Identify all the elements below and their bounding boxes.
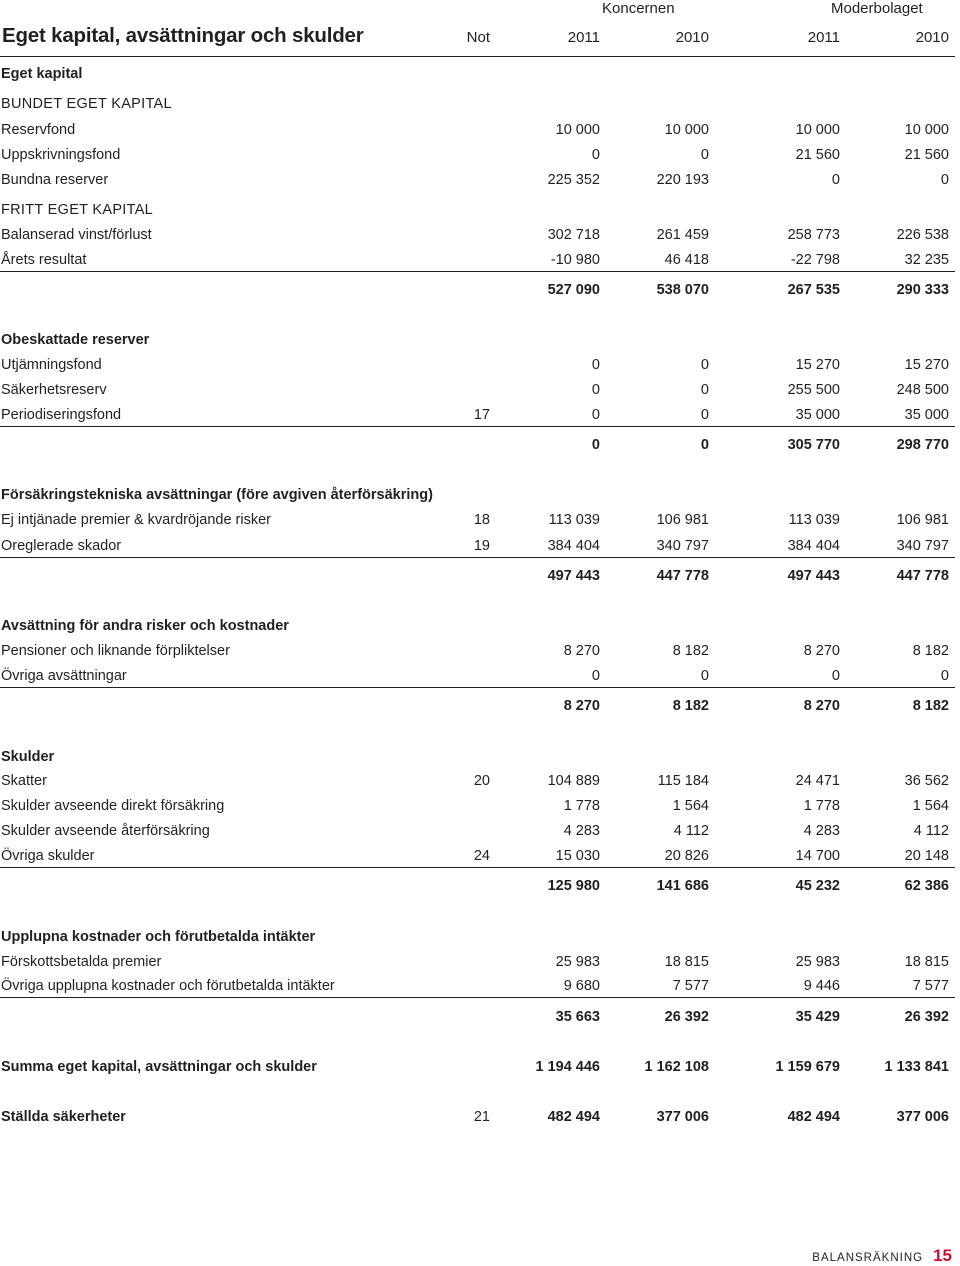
row-label: Utjämningsfond (1, 357, 102, 373)
row-label: Årets resultat (1, 252, 87, 268)
row-label: Skulder (1, 749, 55, 765)
table-row-periodiseringsfond (0, 405, 955, 425)
value-koncernen-2011: 35 663 (555, 1009, 600, 1025)
header-rule (0, 56, 955, 57)
value-moderbolaget-2010: 15 270 (904, 357, 949, 373)
row-label: Övriga upplupna kostnader och förutbetalda intäkter (1, 978, 335, 994)
value-koncernen-2011: 1 778 (563, 798, 600, 814)
value-koncernen-2010: 10 000 (664, 122, 709, 138)
value-moderbolaget-2010: 226 538 (896, 227, 949, 243)
subtotal-rule (0, 867, 955, 868)
value-koncernen-2010: 20 826 (664, 848, 709, 864)
value-moderbolaget-2011: 255 500 (787, 382, 840, 398)
value-moderbolaget-2010: 26 392 (904, 1009, 949, 1025)
value-moderbolaget-2011: 45 232 (795, 878, 840, 894)
value-moderbolaget-2010: 1 564 (912, 798, 949, 814)
section-name: BALANSRÄKNING (812, 1252, 924, 1264)
value-koncernen-2010: 7 577 (672, 978, 709, 994)
value-koncernen-2010: 26 392 (664, 1009, 709, 1025)
value-koncernen-2010: 0 (700, 407, 709, 423)
column-header-not: Not (466, 29, 490, 46)
row-label: Skatter (1, 773, 47, 789)
value-moderbolaget-2010: 298 770 (896, 437, 949, 453)
table-row-ej-intjanade-premier (0, 510, 955, 530)
section-heading-avsattning-andra-risker (0, 616, 955, 636)
value-moderbolaget-2010: 18 815 (904, 954, 949, 970)
table-header-row (0, 22, 955, 52)
table-row-arets-resultat (0, 250, 955, 270)
section-heading-obeskattade-reserver (0, 330, 955, 350)
value-koncernen-2011: 225 352 (547, 172, 600, 188)
table-row-stallda-sakerheter (0, 1107, 955, 1127)
row-label: FRITT EGET KAPITAL (1, 202, 154, 218)
value-koncernen-2010: 4 112 (673, 823, 709, 839)
value-koncernen-2011: 4 283 (563, 823, 600, 839)
value-koncernen-2010: 8 182 (672, 698, 709, 714)
table-row-ovriga-avsattningar (0, 666, 955, 686)
value-koncernen-2010: 18 815 (664, 954, 709, 970)
value-koncernen-2011: 25 983 (555, 954, 600, 970)
value-moderbolaget-2010: 8 182 (912, 643, 949, 659)
value-moderbolaget-2011: 267 535 (787, 282, 840, 298)
value-moderbolaget-2011: 497 443 (787, 568, 840, 584)
value-koncernen-2010: 220 193 (656, 172, 709, 188)
section-heading-eget-kapital (0, 64, 955, 84)
value-koncernen-2010: 141 686 (656, 878, 709, 894)
value-moderbolaget-2010: 7 577 (912, 978, 949, 994)
value-koncernen-2010: 0 (700, 382, 709, 398)
subtotal-rule (0, 271, 955, 272)
total-row-summa (0, 1057, 955, 1077)
value-koncernen-2011: 9 680 (563, 978, 600, 994)
value-koncernen-2010: 261 459 (656, 227, 709, 243)
subheading-fritt-eget-kapital (0, 200, 955, 220)
value-koncernen-2010: 0 (700, 357, 709, 373)
value-koncernen-2010: 8 182 (672, 643, 709, 659)
value-moderbolaget-2010: 377 006 (896, 1109, 949, 1125)
table-row-reservfond (0, 120, 955, 140)
value-koncernen-2010: 106 981 (656, 512, 709, 528)
value-moderbolaget-2010: 36 562 (904, 773, 949, 789)
subtotal-row-forsakringstekniska-avsattningar (0, 566, 955, 586)
subtotal-row-upplupna-kostnader (0, 1007, 955, 1027)
row-label: Ej intjänade premier & kvardröjande risker (1, 512, 271, 528)
note-reference: 21 (473, 1109, 490, 1125)
value-koncernen-2010: 340 797 (656, 538, 709, 554)
value-moderbolaget-2010: 0 (940, 172, 949, 188)
page-footer (812, 1246, 952, 1266)
row-label: Övriga skulder (1, 848, 95, 864)
note-reference: 24 (473, 848, 490, 864)
row-label: Summa eget kapital, avsättningar och skulder (1, 1059, 317, 1075)
row-label: Skulder avseende direkt försäkring (1, 798, 225, 814)
value-koncernen-2011: 8 270 (563, 643, 600, 659)
value-koncernen-2011: -10 980 (550, 252, 600, 268)
page-title: Eget kapital, avsättningar och skulder (2, 24, 364, 47)
value-moderbolaget-2011: 258 773 (787, 227, 840, 243)
value-moderbolaget-2010: 35 000 (904, 407, 949, 423)
subtotal-row-obeskattade-reserver (0, 435, 955, 455)
value-moderbolaget-2011: 25 983 (795, 954, 840, 970)
value-moderbolaget-2010: 248 500 (896, 382, 949, 398)
table-row-ovriga-upplupna-kostnader (0, 976, 955, 996)
row-label: Säkerhetsreserv (1, 382, 107, 398)
row-label: Balanserad vinst/förlust (1, 227, 152, 243)
value-moderbolaget-2010: 340 797 (896, 538, 949, 554)
value-moderbolaget-2010: 21 560 (904, 147, 949, 163)
value-moderbolaget-2010: 10 000 (904, 122, 949, 138)
table-row-uppskrivningsfond (0, 145, 955, 165)
column-header-koncernen-2010: 2010 (675, 29, 709, 46)
value-moderbolaget-2011: 24 471 (795, 773, 840, 789)
subtotal-row-skulder (0, 876, 955, 896)
row-label: Bundna reserver (1, 172, 109, 188)
value-moderbolaget-2011: 4 283 (803, 823, 840, 839)
value-koncernen-2011: 0 (591, 382, 600, 398)
group-header-koncernen: Koncernen (602, 0, 675, 17)
value-koncernen-2011: 497 443 (547, 568, 600, 584)
subtotal-rule (0, 997, 955, 998)
table-row-forskottsbetalda-premier (0, 952, 955, 972)
table-row-utjamningsfond (0, 355, 955, 375)
value-koncernen-2010: 447 778 (656, 568, 709, 584)
table-row-pensioner (0, 641, 955, 661)
value-moderbolaget-2010: 4 112 (913, 823, 949, 839)
value-moderbolaget-2011: 9 446 (803, 978, 840, 994)
column-header-koncernen-2011: 2011 (567, 29, 600, 46)
table-row-skulder-direkt-forsakring (0, 796, 955, 816)
table-row-balanserad-vinst (0, 225, 955, 245)
value-koncernen-2011: 482 494 (547, 1109, 600, 1125)
value-koncernen-2011: 8 270 (563, 698, 600, 714)
value-moderbolaget-2010: 32 235 (904, 252, 949, 268)
row-label: Reservfond (1, 122, 76, 138)
row-label: BUNDET EGET KAPITAL (1, 96, 172, 112)
row-label: Upplupna kostnader och förutbetalda intäkter (1, 929, 316, 945)
column-header-moderbolaget-2011: 2011 (807, 29, 840, 46)
row-label: Skulder avseende återförsäkring (1, 823, 210, 839)
value-koncernen-2010: 1 162 108 (644, 1059, 709, 1075)
value-koncernen-2011: 302 718 (547, 227, 600, 243)
table-row-skulder-aterforsakring (0, 821, 955, 841)
value-koncernen-2010: 115 184 (657, 773, 709, 789)
value-koncernen-2011: 0 (591, 357, 600, 373)
value-koncernen-2010: 46 418 (664, 252, 709, 268)
group-header-moderbolaget: Moderbolaget (831, 0, 923, 17)
row-label: Periodiseringsfond (1, 407, 122, 423)
value-koncernen-2011: 0 (591, 147, 600, 163)
row-label: Försäkringstekniska avsättningar (före avgiven återförsäkring) (1, 487, 433, 503)
value-koncernen-2010: 0 (700, 147, 709, 163)
table-row-bundna-reserver (0, 170, 955, 190)
note-reference: 17 (473, 407, 490, 423)
value-moderbolaget-2011: 15 270 (795, 357, 840, 373)
note-reference: 18 (473, 512, 490, 528)
table-row-ovriga-skulder (0, 846, 955, 866)
value-koncernen-2010: 0 (700, 668, 709, 684)
row-label: Avsättning för andra risker och kostnader (1, 618, 289, 634)
row-label: Övriga avsättningar (1, 668, 127, 684)
value-koncernen-2010: 538 070 (656, 282, 709, 298)
value-moderbolaget-2011: 8 270 (803, 698, 840, 714)
subtotal-rule (0, 426, 955, 427)
value-koncernen-2011: 1 194 446 (535, 1059, 600, 1075)
value-koncernen-2010: 1 564 (672, 798, 709, 814)
value-moderbolaget-2010: 20 148 (904, 848, 949, 864)
subtotal-rule (0, 557, 955, 558)
value-moderbolaget-2011: 35 429 (795, 1009, 840, 1025)
value-moderbolaget-2011: 8 270 (803, 643, 840, 659)
subheading-bundet-eget-kapital (0, 94, 955, 114)
value-moderbolaget-2011: 10 000 (795, 122, 840, 138)
table-row-sakerhetsreserv (0, 380, 955, 400)
value-koncernen-2010: 0 (700, 437, 709, 453)
note-reference: 20 (473, 773, 490, 789)
value-moderbolaget-2010: 106 981 (896, 512, 949, 528)
row-label: Obeskattade reserver (1, 332, 150, 348)
section-heading-upplupna-kostnader (0, 927, 955, 947)
row-label: Förskottsbetalda premier (1, 954, 162, 970)
page-number: 15 (933, 1246, 952, 1265)
value-moderbolaget-2011: 482 494 (787, 1109, 840, 1125)
section-heading-skulder (0, 747, 955, 767)
value-koncernen-2011: 527 090 (547, 282, 600, 298)
note-reference: 19 (473, 538, 490, 554)
value-koncernen-2010: 377 006 (656, 1109, 709, 1125)
value-moderbolaget-2011: 14 700 (795, 848, 840, 864)
row-label: Pensioner och liknande förpliktelser (1, 643, 230, 659)
value-moderbolaget-2011: 305 770 (787, 437, 840, 453)
value-koncernen-2011: 0 (591, 668, 600, 684)
row-label: Uppskrivningsfond (1, 147, 121, 163)
subtotal-row-eget-kapital (0, 280, 955, 300)
value-moderbolaget-2011: -22 798 (790, 252, 840, 268)
value-koncernen-2011: 384 404 (547, 538, 600, 554)
value-moderbolaget-2011: 0 (831, 172, 840, 188)
value-moderbolaget-2011: 113 039 (788, 512, 840, 528)
value-moderbolaget-2011: 1 159 679 (775, 1059, 840, 1075)
value-koncernen-2011: 0 (591, 437, 600, 453)
value-moderbolaget-2011: 21 560 (795, 147, 840, 163)
value-moderbolaget-2011: 1 778 (803, 798, 840, 814)
value-moderbolaget-2010: 1 133 841 (884, 1059, 949, 1075)
value-moderbolaget-2011: 384 404 (787, 538, 840, 554)
value-koncernen-2011: 15 030 (555, 848, 600, 864)
column-header-moderbolaget-2010: 2010 (915, 29, 949, 46)
row-label: Oreglerade skador (1, 538, 122, 554)
subtotal-rule (0, 687, 955, 688)
value-koncernen-2011: 0 (591, 407, 600, 423)
table-row-skatter (0, 771, 955, 791)
value-moderbolaget-2010: 290 333 (896, 282, 949, 298)
value-moderbolaget-2011: 0 (831, 668, 840, 684)
value-koncernen-2011: 104 889 (547, 773, 600, 789)
value-koncernen-2011: 125 980 (547, 878, 600, 894)
row-label: Eget kapital (1, 66, 83, 82)
value-moderbolaget-2010: 8 182 (912, 698, 949, 714)
value-moderbolaget-2010: 0 (940, 668, 949, 684)
value-moderbolaget-2010: 62 386 (904, 878, 949, 894)
value-koncernen-2011: 113 039 (548, 512, 600, 528)
subtotal-row-avsattning-andra-risker (0, 696, 955, 716)
value-moderbolaget-2010: 447 778 (896, 568, 949, 584)
value-koncernen-2011: 10 000 (555, 122, 600, 138)
value-moderbolaget-2011: 35 000 (795, 407, 840, 423)
section-heading-forsakringstekniska-avsattningar (0, 485, 955, 505)
row-label: Ställda säkerheter (1, 1109, 126, 1125)
table-row-oreglerade-skador (0, 536, 955, 556)
